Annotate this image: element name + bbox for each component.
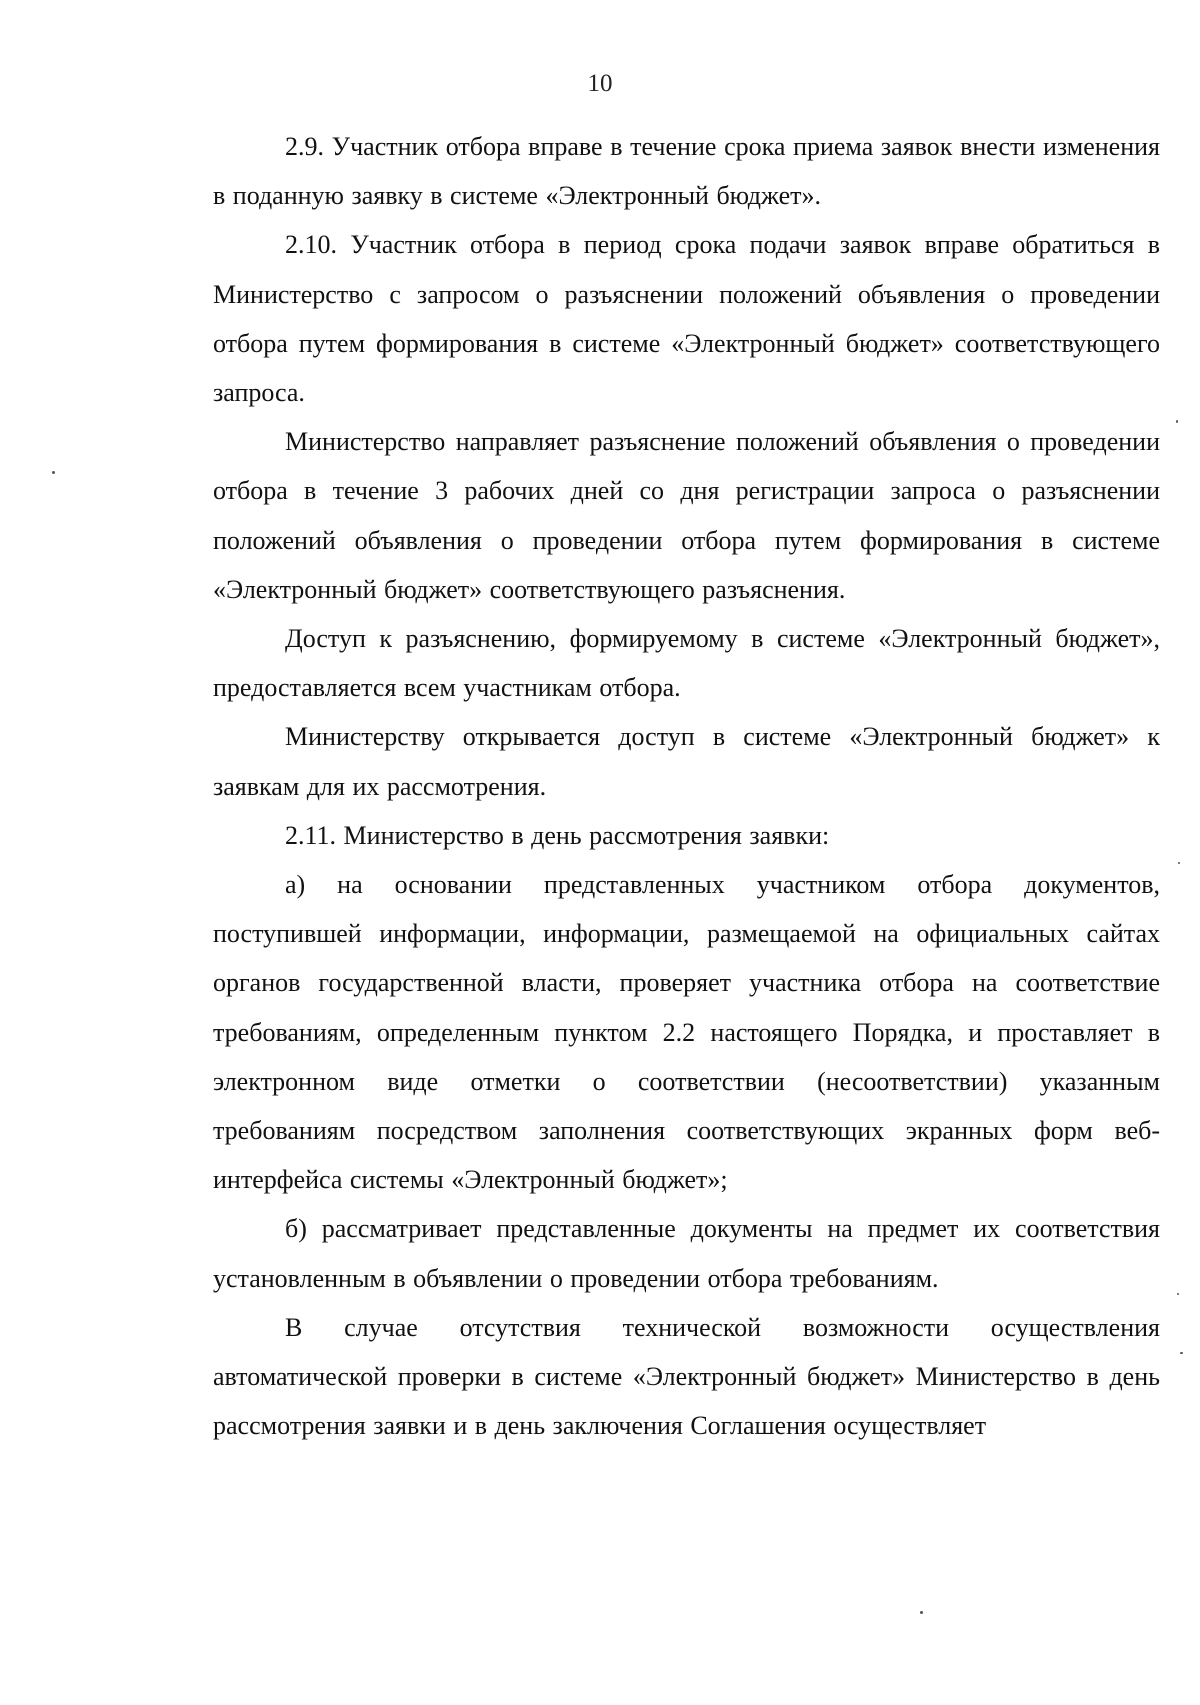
paragraph-2-10: 2.10. Участник отбора в период срока подачи заявок вправе обратиться в Министерство с запросом о разъяснении положений объявления о проведении отбора путем формирования в системе «Электронный бюджет» соответствующего запроса.	[213, 230, 1160, 408]
scan-speck	[52, 471, 55, 474]
scan-speck	[920, 1611, 923, 1614]
scan-speck	[1176, 420, 1178, 423]
paragraph-2-11-b: б) рассматривает представленные документы на предмет их соответствия установленным в объявлении о проведении отбора требованиям.	[213, 1214, 1160, 1293]
paragraph-ministry-access: Министерству открывается доступ в системе «Электронный бюджет» к заявкам для их рассмотрения.	[213, 722, 1160, 801]
scan-speck	[1180, 1352, 1183, 1354]
scan-speck	[1177, 1293, 1179, 1295]
paragraph-no-technical-possibility: В случае отсутствия технической возможности осуществления автоматической проверки в системе «Электронный бюджет» Министерство в день рассмотрения заявки и в день заключения Соглашения осуществляет	[213, 1312, 1160, 1441]
paragraph-clarification-access: Доступ к разъяснению, формируемому в системе «Электронный бюджет», предоставляется всем участникам отбора.	[213, 624, 1160, 703]
paragraph-ministry-clarification: Министерство направляет разъяснение положений объявления о проведении отбора в течение 3 рабочих дней со дня регистрации запроса о разъяснении положений объявления о проведении отбора путем формирования в системе «Электронный бюджет» соответствующего разъяснения.	[213, 427, 1160, 604]
scan-speck	[1178, 862, 1180, 864]
document-body	[213, 122, 1160, 1450]
page-number: 10	[587, 70, 613, 97]
paragraph-2-9: 2.9. Участник отбора вправе в течение срока приема заявок внести изменения в поданную заявку в системе «Электронный бюджет».	[213, 132, 1160, 211]
paragraph-2-11: 2.11. Министерство в день рассмотрения заявки:	[285, 820, 830, 850]
paragraph-2-11-a: а) на основании представленных участником отбора документов, поступившей информации, информации, размещаемой на официальных сайтах органов государственной власти, проверяет участника отбора на соответствие требованиям, определенным пунктом 2.2 настоящего Порядка, и проставляет в электронном виде отметки о соответствии (несоответствии) указанным требованиям посредством заполнения соответствующих экранных форм веб-интерфейса системы «Электронный бюджет»;	[213, 870, 1160, 1195]
